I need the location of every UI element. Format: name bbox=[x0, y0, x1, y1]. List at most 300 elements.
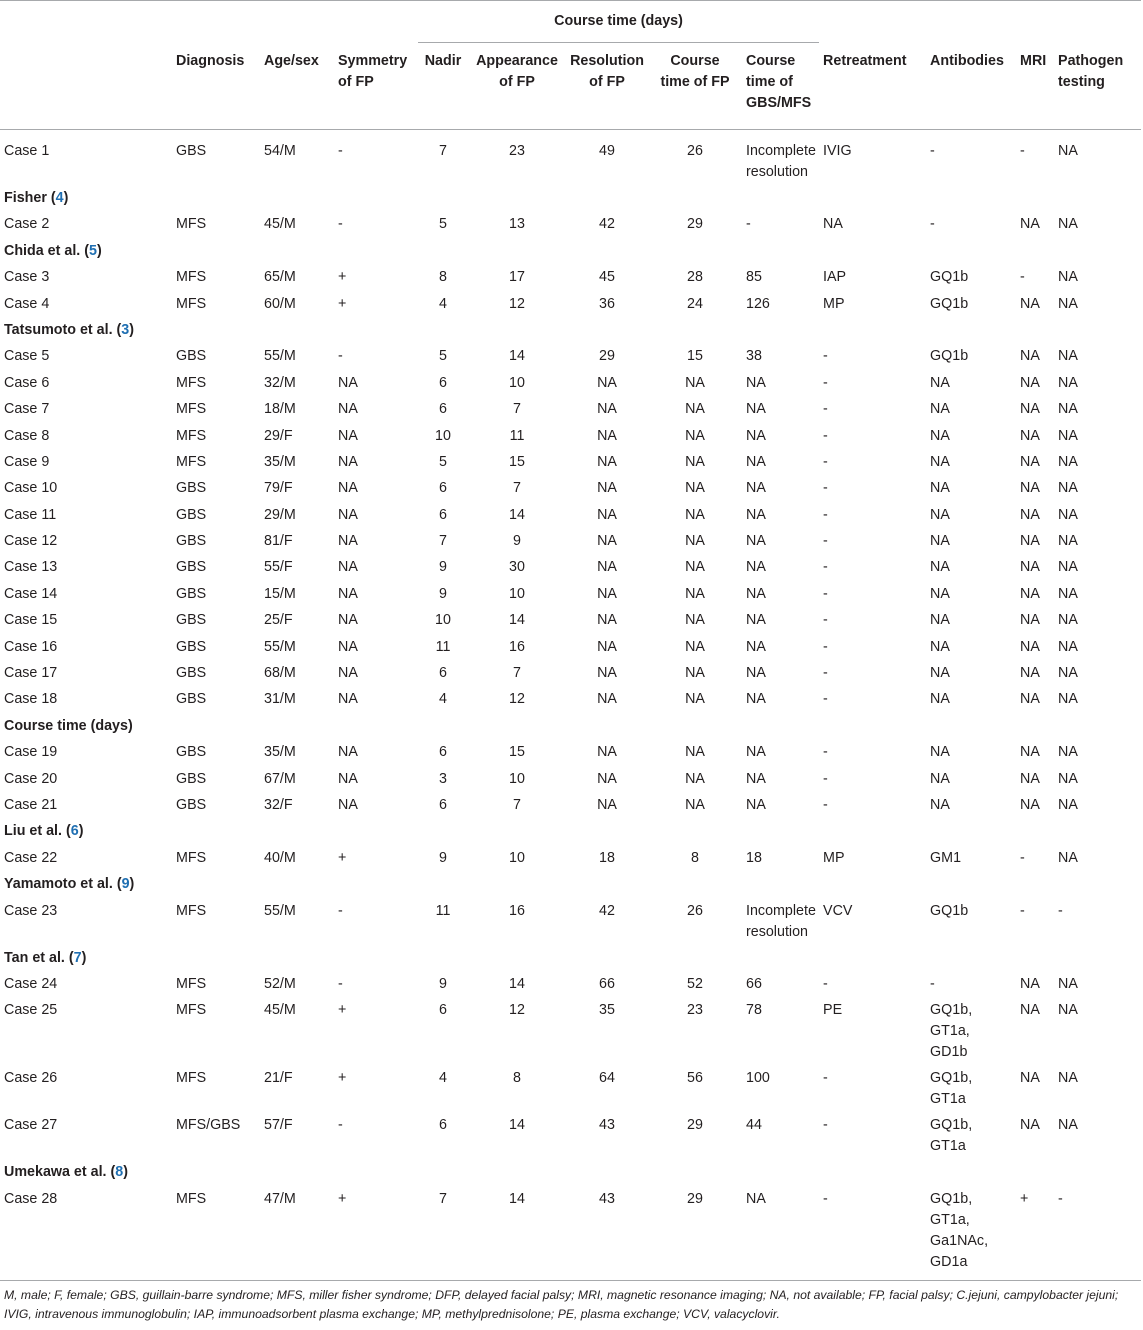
table-cell: NA bbox=[1058, 796, 1078, 813]
table-cell: MFS bbox=[176, 295, 207, 312]
table-cell: 6 bbox=[439, 480, 447, 497]
section-label: Fisher bbox=[4, 190, 47, 206]
section-label: Course time (days) bbox=[4, 717, 133, 734]
table-cell: GQ1b, GT1a bbox=[930, 1070, 973, 1108]
table-cell: NA bbox=[1020, 401, 1040, 418]
table-cell: NA bbox=[930, 796, 950, 813]
table-cell: NA bbox=[1058, 348, 1078, 365]
table-cell: GQ1b bbox=[930, 269, 969, 286]
table-cell: 8 bbox=[513, 1070, 521, 1087]
table-cell: 43 bbox=[599, 1117, 615, 1134]
table-cell: GBS bbox=[176, 585, 207, 602]
table-cell: NA bbox=[1058, 427, 1078, 444]
table-cell: NA bbox=[597, 744, 617, 761]
table-cell: NA bbox=[1020, 374, 1040, 391]
table-cell: NA bbox=[338, 744, 358, 761]
table-row bbox=[0, 531, 1141, 557]
table-cell: NA bbox=[746, 770, 766, 787]
table-cell: Case 22 bbox=[4, 849, 58, 866]
table-cell: NA bbox=[597, 401, 617, 418]
table-cell: Case 9 bbox=[4, 453, 50, 470]
table-row bbox=[0, 663, 1141, 689]
table-cell: Case 20 bbox=[4, 770, 58, 787]
table-cell: Case 15 bbox=[4, 612, 58, 629]
table-cell: - bbox=[338, 348, 343, 365]
table-cell: NA bbox=[746, 691, 766, 708]
table-cell: NA bbox=[930, 559, 950, 576]
table-cell: NA bbox=[338, 796, 358, 813]
table-cell: NA bbox=[597, 796, 617, 813]
table-cell: Case 6 bbox=[4, 374, 50, 391]
table-cell: - bbox=[823, 348, 828, 365]
table-cell: NA bbox=[685, 453, 705, 470]
table-cell: NA bbox=[930, 480, 950, 497]
table-cell: MFS bbox=[176, 1002, 207, 1019]
table-cell: NA bbox=[746, 533, 766, 550]
table-cell: 44 bbox=[746, 1117, 762, 1134]
table-cell: 9 bbox=[439, 849, 447, 866]
table-cell: NA bbox=[930, 665, 950, 682]
table-cell: NA bbox=[1020, 533, 1040, 550]
table-cell: 25/F bbox=[264, 612, 293, 629]
table-cell: 66 bbox=[599, 975, 615, 992]
table-cell: NA bbox=[685, 744, 705, 761]
table-row bbox=[0, 974, 1141, 1000]
table-cell: NA bbox=[746, 374, 766, 391]
table-cell: 18/M bbox=[264, 401, 296, 418]
table-cell: 21/F bbox=[264, 1070, 293, 1087]
table-cell: NA bbox=[685, 585, 705, 602]
table-cell: - bbox=[1058, 902, 1063, 919]
table-cell: 23 bbox=[687, 1002, 703, 1019]
table-cell: NA bbox=[1058, 691, 1078, 708]
table-cell: 15 bbox=[509, 453, 525, 470]
table-cell: GBS bbox=[176, 348, 207, 365]
table-cell: NA bbox=[685, 638, 705, 655]
table-cell: 29 bbox=[687, 216, 703, 233]
table-cell: + bbox=[338, 1190, 347, 1207]
table-cell: NA bbox=[1020, 691, 1040, 708]
table-cell: NA bbox=[930, 770, 950, 787]
table-row bbox=[0, 346, 1141, 372]
table-cell: NA bbox=[930, 533, 950, 550]
table-cell: 10 bbox=[509, 849, 525, 866]
table-row bbox=[0, 478, 1141, 504]
table-cell: - bbox=[823, 770, 828, 787]
table-cell: 7 bbox=[513, 665, 521, 682]
table-cell: NA bbox=[930, 401, 950, 418]
table-cell: Case 2 bbox=[4, 216, 50, 233]
table-cell: - bbox=[823, 401, 828, 418]
table-row bbox=[0, 795, 1141, 821]
table-cell: + bbox=[338, 849, 347, 866]
table-row bbox=[0, 267, 1141, 293]
table-cell: + bbox=[1020, 1190, 1029, 1207]
table-cell: 100 bbox=[746, 1070, 770, 1087]
table-cell: GBS bbox=[176, 506, 207, 523]
table-cell: 4 bbox=[439, 295, 447, 312]
table-cell: 45/M bbox=[264, 1002, 296, 1019]
table-cell: - bbox=[338, 975, 343, 992]
table-cell: 7 bbox=[513, 401, 521, 418]
table-cell: NA bbox=[338, 453, 358, 470]
table-cell: 6 bbox=[439, 665, 447, 682]
table-cell: IAP bbox=[823, 269, 847, 286]
section-label: Chida et al. bbox=[4, 242, 81, 259]
table-cell: GBS bbox=[176, 744, 207, 761]
table-cell: NA bbox=[746, 427, 766, 444]
table-cell: NA bbox=[746, 665, 766, 682]
table-cell: MFS bbox=[176, 975, 207, 992]
section-row: Fisher (4) bbox=[4, 190, 69, 206]
table-cell: NA bbox=[685, 796, 705, 813]
table-cell: Case 13 bbox=[4, 559, 58, 576]
table-cell: NA bbox=[1020, 348, 1040, 365]
reference-link[interactable]: 4 bbox=[55, 190, 64, 206]
table-cell: + bbox=[338, 1070, 347, 1087]
table-cell: MP bbox=[823, 295, 845, 312]
table-cell: Case 18 bbox=[4, 691, 58, 708]
table-cell: 38 bbox=[746, 348, 762, 365]
table-cell: - bbox=[746, 216, 751, 233]
table-cell: + bbox=[338, 1002, 347, 1019]
column-header: Course time of GBS/MFS bbox=[746, 53, 812, 111]
table-cell: - bbox=[823, 638, 828, 655]
table-cell: NA bbox=[597, 374, 617, 391]
table-cell: GM1 bbox=[930, 849, 962, 866]
table-cell: NA bbox=[597, 480, 617, 497]
table-cell: 15 bbox=[509, 744, 525, 761]
table-cell: Case 7 bbox=[4, 401, 50, 418]
table-cell: MFS bbox=[176, 849, 207, 866]
table-cell: NA bbox=[338, 427, 358, 444]
column-header: Retreatment bbox=[823, 53, 907, 69]
table-cell: Case 26 bbox=[4, 1070, 58, 1087]
table-cell: 9 bbox=[439, 585, 447, 602]
table-cell: 35/M bbox=[264, 453, 296, 470]
reference-link[interactable]: 7 bbox=[73, 949, 82, 966]
table-cell: GBS bbox=[176, 143, 207, 159]
reference-link[interactable]: 8 bbox=[115, 1164, 124, 1181]
table-row bbox=[0, 769, 1141, 795]
table-cell: 55/M bbox=[264, 902, 296, 919]
table-cell: NA bbox=[1020, 506, 1040, 523]
table-cell: - bbox=[338, 902, 343, 919]
table-cell: NA bbox=[746, 612, 766, 629]
table-cell: 29 bbox=[687, 1190, 703, 1207]
table-cell: NA bbox=[1058, 770, 1078, 787]
table-cell: - bbox=[823, 1070, 828, 1087]
table-cell: NA bbox=[338, 374, 358, 391]
table-cell: - bbox=[1020, 902, 1025, 919]
column-header: MRI bbox=[1020, 53, 1047, 69]
table-cell: 14 bbox=[509, 975, 525, 992]
table-cell: 79/F bbox=[264, 480, 293, 497]
table-cell: NA bbox=[1058, 453, 1078, 470]
table-cell: NA bbox=[685, 559, 705, 576]
table-cell: 8 bbox=[439, 269, 447, 286]
table-cell: 18 bbox=[599, 849, 615, 866]
table-row bbox=[0, 637, 1141, 663]
table-cell: 6 bbox=[439, 401, 447, 418]
table-row bbox=[0, 584, 1141, 610]
table-cell: - bbox=[823, 691, 828, 708]
table-cell: 65/M bbox=[264, 269, 296, 286]
column-header: Course time of FP bbox=[660, 53, 730, 90]
table-cell: NA bbox=[1058, 849, 1078, 866]
table-cell: NA bbox=[823, 216, 843, 233]
table-cell: MFS bbox=[176, 401, 207, 418]
table-cell: NA bbox=[1020, 796, 1040, 813]
table-cell: Case 17 bbox=[4, 665, 58, 682]
table-cell: NA bbox=[746, 1190, 766, 1207]
table-cell: 52 bbox=[687, 975, 703, 992]
table-cell: - bbox=[1058, 1190, 1063, 1207]
table-cell: NA bbox=[930, 374, 950, 391]
table-cell: NA bbox=[685, 401, 705, 418]
table-cell: NA bbox=[1058, 559, 1078, 576]
table-cell: NA bbox=[685, 506, 705, 523]
table-cell: NA bbox=[1020, 1117, 1040, 1134]
table-cell: MFS/GBS bbox=[176, 1117, 241, 1134]
reference-link[interactable]: 6 bbox=[70, 823, 79, 840]
section-label: Tan et al. bbox=[4, 949, 65, 966]
table-cell: 68/M bbox=[264, 665, 296, 682]
table-cell: NA bbox=[338, 533, 358, 550]
table-cell: GBS bbox=[176, 559, 207, 576]
table-cell: 6 bbox=[439, 744, 447, 761]
table-cell: Case 5 bbox=[4, 348, 50, 365]
table-cell: 6 bbox=[439, 796, 447, 813]
table-cell: 3 bbox=[439, 770, 447, 787]
table-cell: - bbox=[823, 585, 828, 602]
table-cell: 5 bbox=[439, 453, 447, 470]
table-cell: IVIG bbox=[823, 143, 852, 159]
table-cell: Case 1 bbox=[4, 143, 50, 159]
table-cell: 10 bbox=[435, 612, 451, 629]
table-cell: GQ1b, GT1a, GD1b bbox=[930, 1002, 973, 1061]
table-cell: NA bbox=[1020, 480, 1040, 497]
table-cell: - bbox=[823, 1117, 828, 1134]
table-cell: NA bbox=[597, 770, 617, 787]
table-cell: NA bbox=[1058, 506, 1078, 523]
table-cell: 60/M bbox=[264, 295, 296, 312]
table-row bbox=[0, 689, 1141, 715]
table-cell: 11 bbox=[435, 638, 451, 655]
reference-link[interactable]: 5 bbox=[89, 242, 97, 259]
table-row bbox=[0, 426, 1141, 452]
section-row: Chida et al. (5) bbox=[4, 242, 102, 259]
table-cell: 9 bbox=[439, 559, 447, 576]
column-header: Pathogen testing bbox=[1058, 53, 1124, 90]
table-cell: - bbox=[823, 665, 828, 682]
section-row: Tan et al. (7) bbox=[4, 949, 87, 966]
table-cell: Case 11 bbox=[4, 506, 57, 523]
table-cell: MFS bbox=[176, 374, 207, 391]
table-cell: NA bbox=[1058, 638, 1078, 655]
table-cell: 43 bbox=[599, 1190, 615, 1207]
table-cell: 64 bbox=[599, 1070, 615, 1087]
table-cell: MFS bbox=[176, 427, 207, 444]
section-label: Tatsumoto et al. bbox=[4, 321, 113, 338]
table-cell: 7 bbox=[439, 1190, 447, 1207]
section-row bbox=[0, 716, 1141, 742]
table-row bbox=[0, 452, 1141, 478]
table-cell: NA bbox=[597, 665, 617, 682]
column-header: Nadir bbox=[424, 53, 462, 69]
table-cell: NA bbox=[1020, 612, 1040, 629]
table-cell: - bbox=[930, 975, 935, 992]
table-cell: MFS bbox=[176, 902, 207, 919]
table-cell: - bbox=[338, 1117, 343, 1134]
table-cell: MFS bbox=[176, 1070, 207, 1087]
table-cell: NA bbox=[1058, 216, 1078, 233]
table-cell: - bbox=[823, 796, 828, 813]
table-cell: - bbox=[823, 374, 828, 391]
table-cell: NA bbox=[597, 638, 617, 655]
table-cell: NA bbox=[338, 691, 358, 708]
table-row bbox=[0, 1068, 1141, 1115]
table-cell: NA bbox=[338, 665, 358, 682]
table-cell: 12 bbox=[509, 295, 525, 312]
reference-link[interactable]: 3 bbox=[121, 321, 130, 338]
table-row bbox=[0, 1189, 1141, 1278]
table-cell: 5 bbox=[439, 216, 447, 233]
header-group-row bbox=[0, 1, 1141, 44]
table-cell: NA bbox=[930, 427, 950, 444]
column-header bbox=[0, 43, 172, 130]
table-cell: NA bbox=[930, 744, 950, 761]
table-cell: NA bbox=[1020, 975, 1040, 992]
table-cell: 14 bbox=[509, 1117, 525, 1134]
table-row bbox=[0, 557, 1141, 583]
table-cell: Incomplete resolution bbox=[746, 902, 816, 940]
table-cell: NA bbox=[1058, 1002, 1078, 1019]
table-cell: NA bbox=[685, 691, 705, 708]
table-cell: NA bbox=[685, 427, 705, 444]
table-cell: 23 bbox=[509, 143, 525, 159]
table-cell: NA bbox=[1020, 1002, 1040, 1019]
table-cell: 35 bbox=[599, 1002, 615, 1019]
table-cell: + bbox=[338, 269, 347, 286]
table-cell: MFS bbox=[176, 453, 207, 470]
table-cell: NA bbox=[597, 533, 617, 550]
table-cell: NA bbox=[597, 691, 617, 708]
section-label: Yamamoto et al. bbox=[4, 876, 113, 893]
table-cell: 6 bbox=[439, 374, 447, 391]
table-cell: NA bbox=[1058, 480, 1078, 497]
table-cell: 28 bbox=[687, 269, 703, 286]
table-cell: NA bbox=[930, 585, 950, 602]
table-cell: NA bbox=[1058, 269, 1078, 286]
table-cell: 4 bbox=[439, 1070, 447, 1087]
table-cell: 32/F bbox=[264, 796, 293, 813]
table-cell: 57/F bbox=[264, 1117, 293, 1134]
table-cell: GBS bbox=[176, 480, 207, 497]
table-cell: NA bbox=[597, 559, 617, 576]
table-cell: NA bbox=[746, 585, 766, 602]
table-cell: NA bbox=[338, 480, 358, 497]
table-cell: 55/M bbox=[264, 638, 296, 655]
table-cell: NA bbox=[746, 453, 766, 470]
table-row bbox=[0, 214, 1141, 240]
table-cell: NA bbox=[746, 796, 766, 813]
table-cell: NA bbox=[685, 770, 705, 787]
table-cell: 40/M bbox=[264, 849, 296, 866]
table-cell: NA bbox=[597, 612, 617, 629]
table-cell: GBS bbox=[176, 665, 207, 682]
table-cell: 29 bbox=[687, 1117, 703, 1134]
table-cell: Case 3 bbox=[4, 269, 50, 286]
table-cell: NA bbox=[930, 691, 950, 708]
table-cell: 29 bbox=[599, 348, 615, 365]
table-cell: 16 bbox=[509, 902, 525, 919]
table-cell: 6 bbox=[439, 1117, 447, 1134]
table-cell: - bbox=[823, 1190, 828, 1207]
table-cell: 55/F bbox=[264, 559, 293, 576]
table-cell: NA bbox=[1058, 975, 1078, 992]
table-cell: Case 24 bbox=[4, 975, 58, 992]
course-time-group-header: Course time (days) bbox=[418, 1, 819, 44]
table-cell: 4 bbox=[439, 691, 447, 708]
table-cell: 29/M bbox=[264, 506, 296, 523]
table-cell: 55/M bbox=[264, 348, 296, 365]
table-cell: NA bbox=[597, 585, 617, 602]
table-cell: - bbox=[930, 216, 935, 233]
table-cell: NA bbox=[930, 638, 950, 655]
table-cell: 9 bbox=[513, 533, 521, 550]
table-cell: Case 4 bbox=[4, 295, 50, 312]
table-cell: 11 bbox=[509, 427, 525, 444]
table-cell: 8 bbox=[691, 849, 699, 866]
table-cell: 26 bbox=[687, 143, 703, 159]
table-cell: Case 25 bbox=[4, 1002, 58, 1019]
table-cell: Case 12 bbox=[4, 533, 58, 550]
table-cell: NA bbox=[685, 612, 705, 629]
table-cell: - bbox=[930, 143, 935, 159]
table-cell: 36 bbox=[599, 295, 615, 312]
table-cell: 6 bbox=[439, 1002, 447, 1019]
table-cell: NA bbox=[1058, 585, 1078, 602]
table-cell: 35/M bbox=[264, 744, 296, 761]
section-label: Umekawa et al. bbox=[4, 1164, 107, 1181]
table-cell: 14 bbox=[509, 1190, 525, 1207]
table-cell: 54/M bbox=[264, 143, 296, 159]
table-cell: 10 bbox=[509, 770, 525, 787]
table-cell: NA bbox=[930, 506, 950, 523]
table-cell: 15 bbox=[687, 348, 703, 365]
table-cell: NA bbox=[1020, 427, 1040, 444]
table-row bbox=[0, 399, 1141, 425]
table-cell: 10 bbox=[435, 427, 451, 444]
table-cell: NA bbox=[338, 559, 358, 576]
table-cell: 30 bbox=[509, 559, 525, 576]
table-cell: 81/F bbox=[264, 533, 293, 550]
table-cell: Case 10 bbox=[4, 480, 58, 497]
table-cell: - bbox=[823, 559, 828, 576]
table-cell: Incomplete resolution bbox=[746, 143, 816, 180]
table-cell: PE bbox=[823, 1002, 843, 1019]
reference-link[interactable]: 9 bbox=[121, 876, 130, 893]
table-cell: Case 27 bbox=[4, 1117, 58, 1134]
table-cell: 7 bbox=[439, 143, 447, 159]
table-cell: GQ1b bbox=[930, 902, 969, 919]
table-cell: NA bbox=[1058, 1070, 1078, 1087]
table-cell: 66 bbox=[746, 975, 762, 992]
table-row bbox=[0, 1000, 1141, 1068]
section-row: Tatsumoto et al. (3) bbox=[4, 321, 135, 338]
table-cell: 49 bbox=[599, 143, 615, 159]
